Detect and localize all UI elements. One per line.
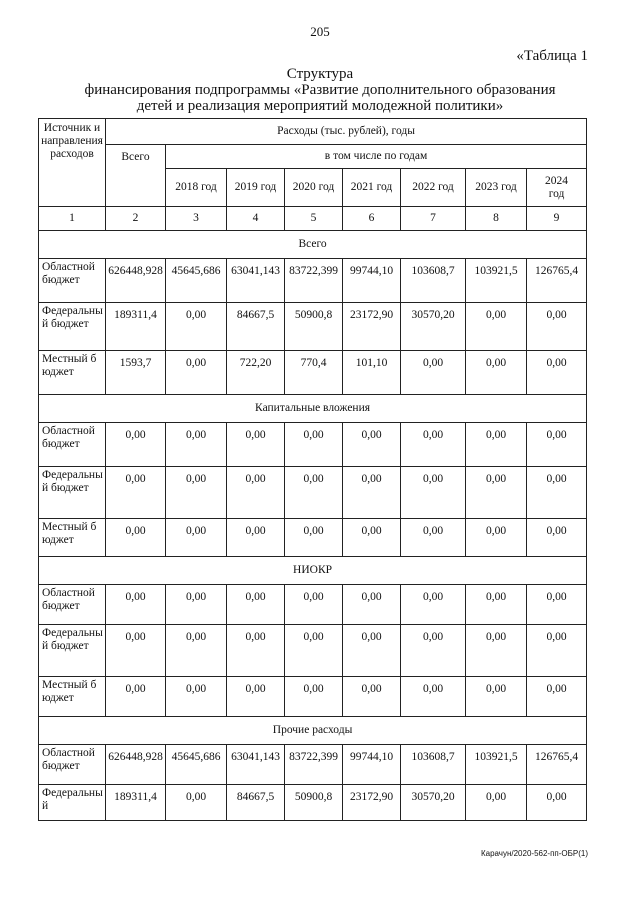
section-row: [39, 717, 587, 745]
value-cell: 0,00: [343, 585, 401, 625]
value-cell: 126765,4: [527, 259, 587, 303]
value-cell: 0,00: [527, 585, 587, 625]
value-cell: 99744,10: [343, 259, 401, 303]
value-cell: 84667,5: [227, 785, 285, 821]
table-row: [39, 259, 587, 303]
heading-line-2: финансирования подпрограммы «Развитие дополнительного образования: [84, 82, 556, 98]
value-cell: 189311,4: [106, 303, 166, 351]
value-cell: 0,00: [227, 677, 285, 717]
value-cell: 0,00: [466, 625, 527, 677]
value-cell: 0,00: [466, 467, 527, 519]
column-number: 9: [527, 207, 587, 231]
value-cell: 83722,399: [285, 745, 343, 785]
table-row: [39, 625, 587, 677]
value-cell: 0,00: [401, 423, 466, 467]
value-cell: 0,00: [401, 351, 466, 395]
value-cell: 83722,399: [285, 259, 343, 303]
row-source: Федеральный: [39, 785, 106, 821]
value-cell: 0,00: [401, 677, 466, 717]
row-source: Областной бюджет: [39, 423, 106, 467]
header-by-year: в том числе по годам: [166, 145, 587, 169]
row-source: Местный бюджет: [39, 519, 106, 557]
section-row: [39, 395, 587, 423]
table-row: [39, 745, 587, 785]
value-cell: 99744,10: [343, 745, 401, 785]
value-cell: 0,00: [166, 785, 227, 821]
value-cell: 0,00: [343, 677, 401, 717]
header-year: 2024 год: [527, 169, 587, 207]
header-year: 2023 год: [466, 169, 527, 207]
value-cell: 45645,686: [166, 259, 227, 303]
value-cell: 0,00: [466, 303, 527, 351]
table-body: [39, 231, 587, 821]
value-cell: 101,10: [343, 351, 401, 395]
table-row: [39, 785, 587, 821]
value-cell: 0,00: [343, 423, 401, 467]
header-total: Всего: [106, 145, 166, 207]
value-cell: 0,00: [527, 303, 587, 351]
table-row: [39, 519, 587, 557]
value-cell: 0,00: [527, 785, 587, 821]
section-title: Всего: [39, 231, 587, 259]
value-cell: 0,00: [227, 423, 285, 467]
value-cell: 0,00: [166, 519, 227, 557]
value-cell: 0,00: [106, 423, 166, 467]
table-header: [39, 119, 587, 231]
value-cell: 84667,5: [227, 303, 285, 351]
value-cell: 126765,4: [527, 745, 587, 785]
value-cell: 0,00: [166, 625, 227, 677]
value-cell: 0,00: [401, 625, 466, 677]
table-reference: «Таблица 1: [516, 48, 588, 64]
value-cell: 23172,90: [343, 785, 401, 821]
value-cell: 0,00: [227, 585, 285, 625]
value-cell: 0,00: [527, 351, 587, 395]
value-cell: 0,00: [285, 677, 343, 717]
value-cell: 0,00: [106, 585, 166, 625]
value-cell: 0,00: [527, 625, 587, 677]
value-cell: 0,00: [466, 519, 527, 557]
section-title: Прочие расходы: [39, 717, 587, 745]
value-cell: 0,00: [285, 423, 343, 467]
value-cell: 626448,928: [106, 745, 166, 785]
row-source: Областной бюджет: [39, 745, 106, 785]
value-cell: 0,00: [466, 585, 527, 625]
column-number: 1: [39, 207, 106, 231]
value-cell: 0,00: [285, 585, 343, 625]
header-year: 2022 год: [401, 169, 466, 207]
column-number: 8: [466, 207, 527, 231]
row-source: Областной бюджет: [39, 585, 106, 625]
value-cell: 0,00: [527, 677, 587, 717]
column-number: 5: [285, 207, 343, 231]
heading-line-3: детей и реализация мероприятий молодежной политики»: [136, 98, 504, 114]
value-cell: 50900,8: [285, 303, 343, 351]
row-source: Федеральный бюджет: [39, 303, 106, 351]
column-number: 4: [227, 207, 285, 231]
section-row: [39, 231, 587, 259]
value-cell: 0,00: [166, 423, 227, 467]
value-cell: 0,00: [285, 519, 343, 557]
header-source: Источник и направления расходов: [39, 119, 106, 207]
value-cell: 0,00: [527, 467, 587, 519]
column-number: 3: [166, 207, 227, 231]
value-cell: 45645,686: [166, 745, 227, 785]
document-heading: [40, 66, 600, 114]
header-year: 2020 год: [285, 169, 343, 207]
row-source: Федеральный бюджет: [39, 625, 106, 677]
value-cell: 50900,8: [285, 785, 343, 821]
value-cell: 1593,7: [106, 351, 166, 395]
value-cell: 0,00: [285, 467, 343, 519]
value-cell: 722,20: [227, 351, 285, 395]
value-cell: 103608,7: [401, 745, 466, 785]
value-cell: 0,00: [285, 625, 343, 677]
row-source: Областной бюджет: [39, 259, 106, 303]
page-number: 205: [310, 24, 330, 39]
section-row: [39, 557, 587, 585]
heading-line-1: Структура: [286, 66, 354, 82]
header-year: 2018 год: [166, 169, 227, 207]
value-cell: 0,00: [527, 423, 587, 467]
column-number: 2: [106, 207, 166, 231]
value-cell: 103921,5: [466, 745, 527, 785]
section-title: Капитальные вложения: [39, 395, 587, 423]
row-source: Местный бюджет: [39, 677, 106, 717]
value-cell: 30570,20: [401, 303, 466, 351]
value-cell: 0,00: [466, 785, 527, 821]
value-cell: 0,00: [227, 467, 285, 519]
table-row: [39, 303, 587, 351]
value-cell: 0,00: [466, 677, 527, 717]
value-cell: 0,00: [166, 351, 227, 395]
value-cell: 0,00: [401, 585, 466, 625]
column-number: 6: [343, 207, 401, 231]
value-cell: 189311,4: [106, 785, 166, 821]
value-cell: 0,00: [227, 625, 285, 677]
value-cell: 0,00: [166, 585, 227, 625]
table-row: [39, 423, 587, 467]
value-cell: 103921,5: [466, 259, 527, 303]
value-cell: 0,00: [343, 467, 401, 519]
value-cell: 0,00: [401, 467, 466, 519]
value-cell: 0,00: [106, 625, 166, 677]
value-cell: 0,00: [466, 351, 527, 395]
table-row: [39, 585, 587, 625]
footer-document-code: Карачун/2020-562-пп-ОБР(1): [480, 849, 588, 858]
table-row: [39, 677, 587, 717]
financing-table: [38, 118, 587, 821]
value-cell: 0,00: [227, 519, 285, 557]
value-cell: 626448,928: [106, 259, 166, 303]
value-cell: 770,4: [285, 351, 343, 395]
value-cell: 23172,90: [343, 303, 401, 351]
value-cell: 63041,143: [227, 259, 285, 303]
value-cell: 30570,20: [401, 785, 466, 821]
row-source: Местный бюджет: [39, 351, 106, 395]
value-cell: 0,00: [106, 467, 166, 519]
value-cell: 0,00: [106, 519, 166, 557]
table-row: [39, 351, 587, 395]
value-cell: 0,00: [527, 519, 587, 557]
header-expenses: Расходы (тыс. рублей), годы: [106, 119, 587, 145]
value-cell: 0,00: [466, 423, 527, 467]
value-cell: 103608,7: [401, 259, 466, 303]
row-source: Федеральный бюджет: [39, 467, 106, 519]
column-number: 7: [401, 207, 466, 231]
table-row: [39, 467, 587, 519]
value-cell: 0,00: [401, 519, 466, 557]
value-cell: 0,00: [343, 519, 401, 557]
header-year: 2019 год: [227, 169, 285, 207]
value-cell: 0,00: [166, 303, 227, 351]
value-cell: 0,00: [343, 625, 401, 677]
value-cell: 63041,143: [227, 745, 285, 785]
header-year: 2021 год: [343, 169, 401, 207]
value-cell: 0,00: [166, 677, 227, 717]
section-title: НИОКР: [39, 557, 587, 585]
value-cell: 0,00: [106, 677, 166, 717]
value-cell: 0,00: [166, 467, 227, 519]
